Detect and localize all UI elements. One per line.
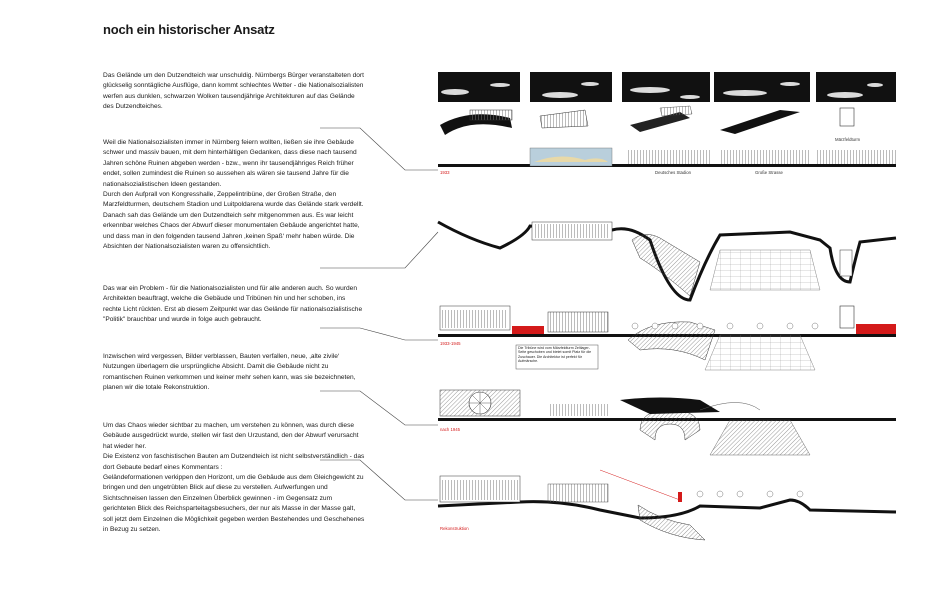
row-clouds [438,72,896,142]
paragraph: Das Gelände um den Dutzendteich war unschuldig. Nürnbergs Bürger veranstalteten dort glückselig sonntägliche Ausflüge, dann kommt schlechtes Wetter - die Nationalsozialisten werfen aus dunklen, schwarzen Wolken tausendjährige Architekturen auf das Gelände des Dutzendteiches. [103,72,364,111]
label-deutsches-stadion: Deutsches Stadion [655,170,692,175]
row-impact [438,222,896,300]
label-maerzfeldturm: Märzfeldturm [835,137,861,142]
paragraph: Die Existenz von faschistischen Bauten am Dutzendteich ist nicht selbstverständlich - das dort Gebaute bedarf eines Kommentars : [103,453,365,471]
page-title: noch ein historischer Ansatz [103,22,275,37]
paragraph: Geländeformationen verkippen den Horizont, um die Gebäude aus dem Gleichgewicht zu bringen und den ungetrübten Blick auf diese zu verstellen. Aufwerfungen und Sichtschneisen lassen den Einzelnen Überblick gewinnen - im Gegensatz zum gerichteten Blick des Reichsparteitagsbesuchers, der nur als Masse in der Masse galt, soll jetzt dem Einzelnen die Möglichkeit gegeben werden Bestehendes und Geschehenes in Bezug zu setzen. [103,474,365,534]
paragraph: Das war ein Problem - für die Nationalsozialisten und für alle anderen auch. So wurden Architekten beauftragt, welche die Gebäude und Tribünen hin und her schoben, ins rechte Licht rückten. Erst ab diesem Zeitpunkt war das Gelände für nationalsozialistische "Politik" brauchbar und wurde in folge auch gebraucht. [103,285,363,324]
row-1933-1945 [438,306,896,370]
label-nach-1945: nach 1945 [440,427,461,432]
paragraph: Weil die Nationalsozialisten immer in Nürnberg feiern wollten, ließen sie ihre Gebäude schwer und massiv bauen, mit dem hinterhältigen Gedanken, dass diese nach tausend Jahren schöne Ruinen abgeben werden - bzw., wenn ihr tausendjähriges Reich früher endet, sollen zumindest die Ruinen so aussehen als wären sie tausend Jahre für die nationalsozialistischen Ideen gestanden. [103,139,357,188]
paragraph: Inzwischen wird vergessen, Bilder verblassen, Bauten verfallen, neue, ‚alte zivile‘ Nutzungen überlagern die ursprüngliche Absicht. Damit die Gebäude nicht zu romantischen Ruinen verkommen und keiner mehr sehen kann, was sie bezeichneten, planen wir die totale Rekonstruktion. [103,353,356,392]
paragraph: Um das Chaos wieder sichtbar zu machen, um verstehen zu können, was durch diese Gebäude ausgedrückt wurde, stellen wir fast den Urzustand, den der Abwurf verursacht hat wieder her. [103,422,359,450]
label-rekonstruktion: Rekonstruktion [440,526,469,531]
callout-note: Die Tribüne wird vom Märzfeldturm Zeltlager-Seite geschoben und bietet somit Platz für die Zuschauer. Die Architektur ist perfekt für Aufmärsche. [518,346,592,363]
label-grosse-strasse: Große Strasse [755,170,783,175]
paragraph: Durch den Aufprall von Kongresshalle, Zeppelintribüne, der Großen Straße, den Marzfeldturmen, deutschem Stadion und Luitpoldarena wurde das Gelände stark verdellt. Danach sah das Gelände um den Dutzendteich sehr mitgenommen aus. Es war leicht erkennbar welches Chaos der Abwurf dieser monumentalen Gebäude angerichtet hatte, und dass man in den folgenden tausend Jahren ‚keinen Spaß‘ mehr haben würde. Die Absichten der Nationalsozialisten waren zu offensichtlich. [103,191,364,251]
label-year-1933: 1933 [440,170,450,175]
label-years-1933-1945: 1933-1945 [440,341,461,346]
row-reconstruction [438,470,896,540]
row-original [438,148,896,175]
connector-lines [320,128,438,500]
row-nach-1945 [438,390,896,455]
